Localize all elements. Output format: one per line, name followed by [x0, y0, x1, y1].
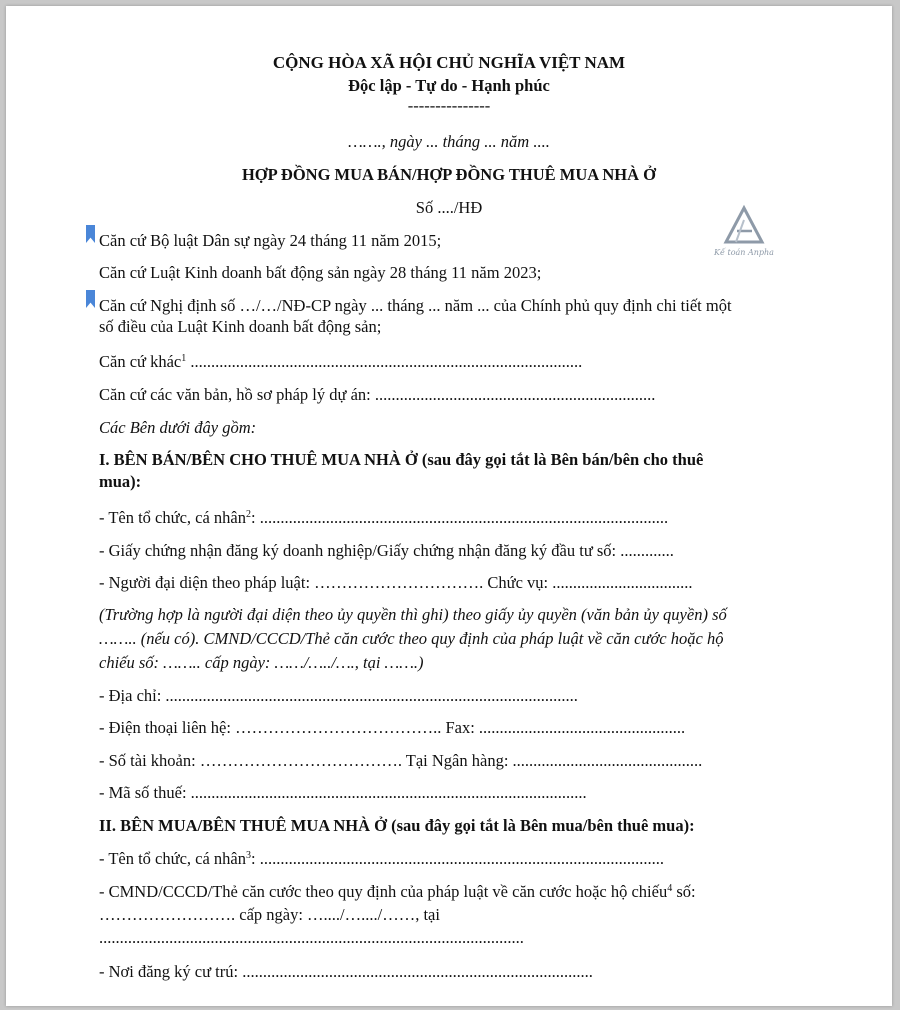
footnote-ref: 3	[246, 850, 251, 861]
footnote-ref: 4	[667, 883, 673, 894]
buyer-id-label: - CMND/CCCD/Thẻ căn cước theo quy định của pháp luật về căn cước hoặc hộ chiếu	[99, 882, 668, 901]
seller-address: - Địa chỉ: ....................................................................................................	[99, 686, 578, 705]
logo-triangle-icon	[708, 204, 780, 248]
logo-brand-text: Kế toán Anpha	[714, 248, 774, 257]
contract-title: HỢP ĐỒNG MUA BÁN/HỢP ĐỒNG THUÊ MUA NHÀ Ở	[241, 165, 657, 184]
seller-note-line-3: chiếu số: …….. cấp ngày: ……/…../…., tại …….)	[99, 653, 424, 672]
document-content	[6, 6, 892, 1006]
seller-heading-line-1: I. BÊN BÁN/BÊN CHO THUÊ MUA NHÀ Ở (sau đây gọi tắt là Bên bán/bên cho thuê	[99, 450, 704, 469]
buyer-id-tail: số:	[672, 882, 696, 901]
buyer-residence: - Nơi đăng ký cư trú: .....................................................................................	[99, 962, 593, 981]
buyer-heading: II. BÊN MUA/BÊN THUÊ MUA NHÀ Ở (sau đây gọi tắt là Bên mua/bên thuê mua):	[99, 816, 695, 835]
header-divider: ---------------	[407, 96, 491, 115]
document-page	[6, 6, 892, 1006]
buyer-id-line-3: .......................................................................................................	[99, 928, 524, 947]
national-motto: Độc lập - Tự do - Hạnh phúc	[348, 76, 550, 95]
seller-tax-code: - Mã số thuế: ................................................................................................	[99, 783, 587, 802]
basis-decree-line-1: Căn cứ Nghị định số …/…/NĐ-CP ngày ... tháng ... năm ... của Chính phủ quy định chi tiết một	[99, 296, 732, 315]
buyer-id-line-1	[99, 882, 696, 902]
seller-note-line-2: …….. (nếu có). CMND/CCCD/Thẻ căn cước theo quy định của pháp luật về căn cước hoặc hộ	[99, 629, 724, 648]
place-date-line: ……., ngày ... tháng ... năm ....	[348, 132, 550, 151]
seller-phone-fax: - Điện thoại liên hệ: ……………………………….. Fax: ..................................................	[99, 718, 686, 737]
seller-name	[99, 508, 668, 528]
basis-project-docs: Căn cứ các văn bản, hồ sơ pháp lý dự án: ....................................................................	[99, 385, 656, 404]
seller-representative: - Người đại diện theo pháp luật: …………………………. Chức vụ: ..................................	[99, 573, 693, 592]
buyer-name-label: - Tên tổ chức, cá nhân	[99, 849, 246, 868]
seller-note-line-1: (Trường hợp là người đại diện theo ủy quyền thì ghi) theo giấy ủy quyền (văn bản ủy quyền) số	[99, 605, 727, 624]
seller-name-dots: : ...................................................................................................	[251, 508, 669, 527]
basis-other-dots: ...............................................................................................	[186, 352, 583, 371]
parties-intro: Các Bên dưới đây gồm:	[99, 418, 257, 437]
basis-other	[99, 352, 582, 372]
seller-name-label: - Tên tổ chức, cá nhân	[99, 508, 246, 527]
basis-real-estate-law: Căn cứ Luật Kinh doanh bất động sản ngày 28 tháng 11 năm 2023;	[99, 263, 542, 282]
buyer-name-dots: : ..................................................................................................	[251, 849, 664, 868]
watermark-logo	[708, 204, 780, 266]
footnote-ref: 1	[181, 353, 187, 364]
contract-number: Số ..../HĐ	[415, 198, 483, 217]
country-name: CỘNG HÒA XÃ HỘI CHỦ NGHĨA VIỆT NAM	[272, 53, 626, 72]
buyer-name	[99, 849, 664, 869]
basis-other-label: Căn cứ khác	[99, 352, 182, 371]
footnote-ref: 2	[246, 509, 251, 520]
seller-business-cert: - Giấy chứng nhận đăng ký doanh nghiệp/Giấy chứng nhận đăng ký đầu tư số: .............	[99, 541, 674, 560]
bookmark-icon	[86, 290, 95, 308]
buyer-id-line-2: ……………………. cấp ngày: …..../…..../……, tại	[99, 905, 440, 924]
bookmark-icon	[86, 225, 95, 243]
seller-bank-account: - Số tài khoản: ………………………………. Tại Ngân hàng: ..............................................	[99, 751, 703, 770]
basis-decree-line-2: số điều của Luật Kinh doanh bất động sản;	[99, 317, 382, 336]
basis-civil-code: Căn cứ Bộ luật Dân sự ngày 24 tháng 11 năm 2015;	[99, 231, 442, 250]
seller-heading-line-2: mua):	[99, 472, 142, 491]
